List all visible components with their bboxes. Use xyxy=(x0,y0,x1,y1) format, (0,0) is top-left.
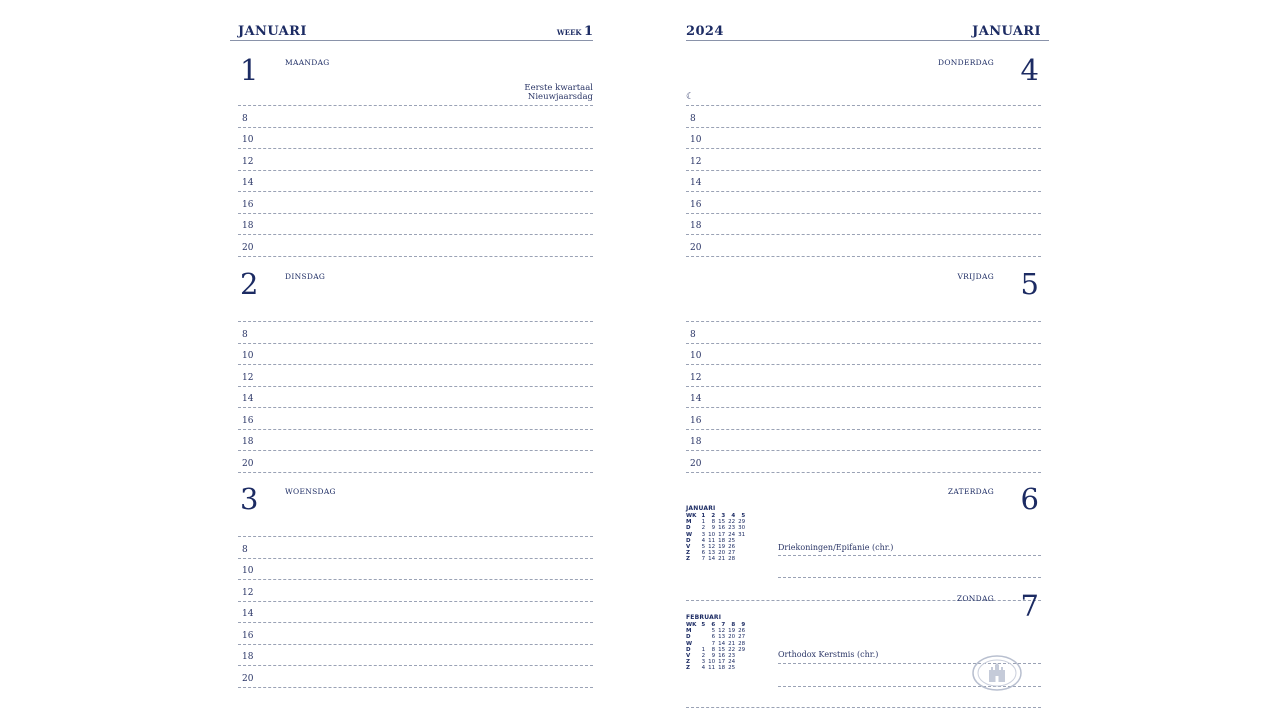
hour-label: 16 xyxy=(690,199,702,210)
hour-label: 20 xyxy=(242,242,254,253)
hour-row[interactable] xyxy=(686,213,1041,236)
mini-cal-date: 25 xyxy=(728,665,736,672)
header-rule xyxy=(230,40,593,41)
mini-cal-date xyxy=(738,556,748,562)
day-block-sunday xyxy=(686,589,1041,692)
mini-cal-date: 28 xyxy=(738,640,746,647)
hour-row[interactable] xyxy=(238,170,593,193)
mini-cal-header: 8 xyxy=(731,622,736,628)
hour-row[interactable] xyxy=(686,450,1041,473)
mini-cal-weekday: Z xyxy=(686,665,690,672)
mini-cal-date: 3 xyxy=(701,659,706,666)
hour-row[interactable] xyxy=(686,105,1041,128)
mini-cal-weekday: D xyxy=(686,537,691,544)
note-rule[interactable] xyxy=(778,555,1041,556)
mini-cal-date: 1 xyxy=(701,646,706,653)
hour-row[interactable] xyxy=(686,407,1041,430)
note-line: Eerste kwartaal xyxy=(524,83,593,93)
mini-cal-date: 31 xyxy=(738,531,746,538)
mini-cal-date: 24 xyxy=(728,659,736,666)
hour-label: 20 xyxy=(690,458,702,469)
mini-cal-date: 2 xyxy=(701,525,706,532)
hour-row[interactable] xyxy=(238,601,593,624)
day-name: WOENSDAG xyxy=(285,487,336,496)
mini-cal-date: 12 xyxy=(708,544,716,551)
mini-cal-date: 23 xyxy=(728,525,736,532)
hour-label: 10 xyxy=(690,135,702,145)
mini-cal-date: 10 xyxy=(708,531,716,538)
right-page xyxy=(686,22,1041,694)
week-number: 1 xyxy=(583,24,593,39)
day-block-saturday xyxy=(686,482,1041,590)
day-number: 2 xyxy=(240,267,259,301)
week-indicator xyxy=(557,24,593,39)
note-rule xyxy=(238,514,593,537)
mini-cal-date: 20 xyxy=(718,550,726,557)
hour-row[interactable] xyxy=(686,127,1041,150)
hour-label: 12 xyxy=(242,156,254,167)
hour-label: 10 xyxy=(690,351,702,361)
mini-cal-date: 8 xyxy=(711,519,716,526)
month-title: JANUARI xyxy=(238,24,307,39)
hour-label: 14 xyxy=(690,394,702,404)
day-number: 3 xyxy=(240,482,259,516)
hour-row[interactable] xyxy=(686,234,1041,257)
hour-label: 14 xyxy=(242,394,254,404)
castle-seal-icon xyxy=(971,654,1023,692)
hour-row[interactable] xyxy=(686,170,1041,193)
hour-label: 8 xyxy=(242,329,248,340)
hour-row[interactable] xyxy=(238,558,593,581)
mini-cal-weekday: M xyxy=(686,628,692,635)
hour-row[interactable] xyxy=(686,343,1041,366)
hour-label: 14 xyxy=(242,609,254,619)
mini-cal-header: 6 xyxy=(711,622,716,628)
mini-cal-header: 4 xyxy=(731,513,736,519)
mini-cal-header: 2 xyxy=(711,513,716,519)
mini-cal-header: 5 xyxy=(741,513,746,519)
left-page xyxy=(238,22,593,694)
mini-cal-date: 20 xyxy=(728,634,736,641)
hour-row[interactable] xyxy=(238,407,593,430)
day-name: VRIJDAG xyxy=(957,272,994,281)
hour-row[interactable] xyxy=(238,386,593,409)
day-number: 6 xyxy=(1020,482,1039,516)
note-rule xyxy=(238,83,593,106)
mini-cal-header: 5 xyxy=(701,622,706,628)
hour-label: 12 xyxy=(242,372,254,383)
mini-cal-date: 15 xyxy=(718,646,726,653)
mini-calendar-title: JANUARI xyxy=(686,505,716,512)
right-page-header xyxy=(686,22,1041,40)
hour-label: 12 xyxy=(690,372,702,383)
mini-cal-weekday: V xyxy=(686,653,691,660)
mini-cal-header: WK xyxy=(686,622,697,628)
day-name: ZATERDAG xyxy=(947,487,994,496)
hour-row[interactable] xyxy=(238,450,593,473)
header-rule xyxy=(686,40,1049,41)
mini-cal-date: 18 xyxy=(718,665,726,672)
hour-row[interactable] xyxy=(238,665,593,688)
mini-calendar-grid xyxy=(686,513,748,563)
mini-cal-date: 11 xyxy=(708,665,716,672)
hour-label: 18 xyxy=(242,221,254,231)
day-name: DONDERDAG xyxy=(938,58,994,67)
hour-row[interactable] xyxy=(686,191,1041,214)
note-rule[interactable] xyxy=(778,577,1041,578)
note-rule xyxy=(238,299,593,322)
hour-label: 20 xyxy=(690,242,702,253)
year-title: 2024 xyxy=(686,24,724,39)
mini-calendar-title: FEBRUARI xyxy=(686,614,722,621)
mini-cal-header: 9 xyxy=(741,622,746,628)
mini-cal-date: 30 xyxy=(738,525,746,532)
day-name: DINSDAG xyxy=(285,272,326,281)
mini-cal-date: 10 xyxy=(708,659,716,666)
hour-row[interactable] xyxy=(238,644,593,667)
month-title: JANUARI xyxy=(972,24,1041,39)
hour-label: 10 xyxy=(242,351,254,361)
mini-cal-date: 26 xyxy=(738,628,746,635)
mini-cal-date: 29 xyxy=(738,519,746,526)
mini-cal-weekday: W xyxy=(686,531,693,538)
hour-label: 18 xyxy=(690,437,702,447)
hour-label: 18 xyxy=(690,221,702,231)
mini-calendar-february xyxy=(686,614,748,672)
mini-cal-date: 4 xyxy=(701,537,706,544)
hour-row[interactable] xyxy=(238,622,593,645)
hour-row[interactable] xyxy=(686,321,1041,344)
mini-cal-date: 26 xyxy=(728,544,736,551)
mini-cal-weekday: D xyxy=(686,646,691,653)
mini-cal-date: 22 xyxy=(728,519,736,526)
day-block-wednesday xyxy=(238,482,593,689)
day-number: 4 xyxy=(1020,53,1039,87)
mini-cal-date: 9 xyxy=(711,653,716,660)
hour-label: 10 xyxy=(242,566,254,576)
mini-cal-weekday: Z xyxy=(686,659,690,666)
hour-label: 8 xyxy=(242,113,248,124)
hour-row[interactable] xyxy=(238,321,593,344)
mini-cal-date: 9 xyxy=(711,525,716,532)
mini-cal-date xyxy=(738,665,748,671)
mini-cal-date: 11 xyxy=(708,537,716,544)
mini-cal-date: 24 xyxy=(728,531,736,538)
mini-cal-header: WK xyxy=(686,513,697,519)
hour-row[interactable] xyxy=(238,234,593,257)
mini-cal-date: 28 xyxy=(728,556,736,563)
hour-label: 16 xyxy=(690,415,702,426)
mini-cal-weekday: D xyxy=(686,634,691,641)
mini-cal-weekday: Z xyxy=(686,550,690,557)
mini-cal-date: 23 xyxy=(728,653,736,660)
mini-cal-date: 16 xyxy=(718,525,726,532)
mini-cal-date: 17 xyxy=(718,531,726,538)
hour-row[interactable] xyxy=(238,127,593,150)
mini-cal-weekday: Z xyxy=(686,556,690,563)
day-name: ZONDAG xyxy=(956,594,994,603)
hour-row[interactable] xyxy=(238,364,593,387)
mini-calendar-january xyxy=(686,505,748,563)
hour-row[interactable] xyxy=(238,213,593,236)
mini-cal-weekday: M xyxy=(686,519,692,526)
mini-cal-date: 27 xyxy=(728,550,736,557)
mini-cal-date: 3 xyxy=(701,531,706,538)
mini-cal-header: 7 xyxy=(721,622,726,628)
day-block-thursday xyxy=(686,53,1041,260)
hour-label: 8 xyxy=(690,113,696,124)
mini-cal-date: 2 xyxy=(701,653,706,660)
day-block-tuesday xyxy=(238,267,593,474)
mini-cal-date: 5 xyxy=(701,544,706,551)
mini-cal-date: 6 xyxy=(701,550,706,557)
mini-cal-date: 7 xyxy=(701,556,706,563)
hour-label: 18 xyxy=(242,437,254,447)
note-rule xyxy=(686,299,1041,322)
day-block-friday xyxy=(686,267,1041,474)
hour-label: 12 xyxy=(242,587,254,598)
mini-cal-date: 4 xyxy=(701,665,706,672)
hour-row[interactable] xyxy=(238,191,593,214)
mini-cal-date: 14 xyxy=(708,556,716,563)
holiday-note: Driekoningen/Epifanie (chr.) xyxy=(778,543,894,552)
day-number: 5 xyxy=(1020,267,1039,301)
mini-cal-date: 25 xyxy=(728,537,736,544)
mini-cal-date: 8 xyxy=(711,646,716,653)
mini-cal-date: 16 xyxy=(718,653,726,660)
hour-row[interactable] xyxy=(686,429,1041,452)
holiday-note: Orthodox Kerstmis (chr.) xyxy=(778,650,879,659)
hour-row[interactable] xyxy=(686,386,1041,409)
mini-cal-date: 21 xyxy=(718,556,726,563)
day-name: MAANDAG xyxy=(285,58,330,67)
hour-label: 18 xyxy=(242,652,254,662)
last-quarter-moon-icon: ☾ xyxy=(686,92,695,102)
mini-cal-date: 6 xyxy=(711,634,716,641)
mini-cal-date: 29 xyxy=(738,646,746,653)
mini-cal-date: 19 xyxy=(718,544,726,551)
mini-cal-date: 14 xyxy=(718,640,726,647)
hour-row[interactable] xyxy=(238,429,593,452)
day-separator xyxy=(686,707,1041,708)
mini-cal-date: 13 xyxy=(718,634,726,641)
day-number: 1 xyxy=(240,53,259,87)
hour-row[interactable] xyxy=(238,343,593,366)
mini-cal-date: 5 xyxy=(711,628,716,635)
hour-label: 16 xyxy=(242,199,254,210)
hour-row[interactable] xyxy=(686,148,1041,171)
hour-label: 16 xyxy=(242,415,254,426)
hour-label: 20 xyxy=(242,458,254,469)
day-block-monday xyxy=(238,53,593,260)
day-number: 7 xyxy=(1020,589,1039,623)
mini-cal-date: 22 xyxy=(728,646,736,653)
note-line: Nieuwjaarsdag xyxy=(527,92,593,102)
hour-row[interactable] xyxy=(238,105,593,128)
hour-label: 10 xyxy=(242,135,254,145)
mini-cal-header: 3 xyxy=(721,513,726,519)
mini-cal-date: 12 xyxy=(718,628,726,635)
hour-label: 14 xyxy=(242,178,254,188)
note-rule xyxy=(686,83,1041,106)
mini-cal-date: 13 xyxy=(708,550,716,557)
mini-cal-header: 1 xyxy=(701,513,706,519)
mini-cal-date: 18 xyxy=(718,537,726,544)
mini-cal-weekday: V xyxy=(686,544,691,551)
week-label: WEEK xyxy=(556,28,582,37)
mini-cal-weekday: D xyxy=(686,525,691,532)
hour-row[interactable] xyxy=(238,536,593,559)
mini-cal-date: 7 xyxy=(711,640,716,647)
mini-calendar-grid xyxy=(686,622,748,672)
hour-label: 14 xyxy=(690,178,702,188)
mini-cal-weekday: W xyxy=(686,640,693,647)
mini-cal-date: 1 xyxy=(701,519,706,526)
mini-cal-date: 15 xyxy=(718,519,726,526)
hour-label: 8 xyxy=(242,544,248,555)
hour-label: 12 xyxy=(690,156,702,167)
hour-row[interactable] xyxy=(686,364,1041,387)
mini-cal-date: 19 xyxy=(728,628,736,635)
hour-label: 16 xyxy=(242,630,254,641)
mini-cal-date: 21 xyxy=(728,640,736,647)
hour-row[interactable] xyxy=(238,148,593,171)
mini-cal-date: 17 xyxy=(718,659,726,666)
hour-row[interactable] xyxy=(238,579,593,602)
left-page-header xyxy=(238,22,593,40)
hour-label: 8 xyxy=(690,329,696,340)
hour-label: 20 xyxy=(242,673,254,684)
mini-cal-date: 27 xyxy=(738,634,746,641)
